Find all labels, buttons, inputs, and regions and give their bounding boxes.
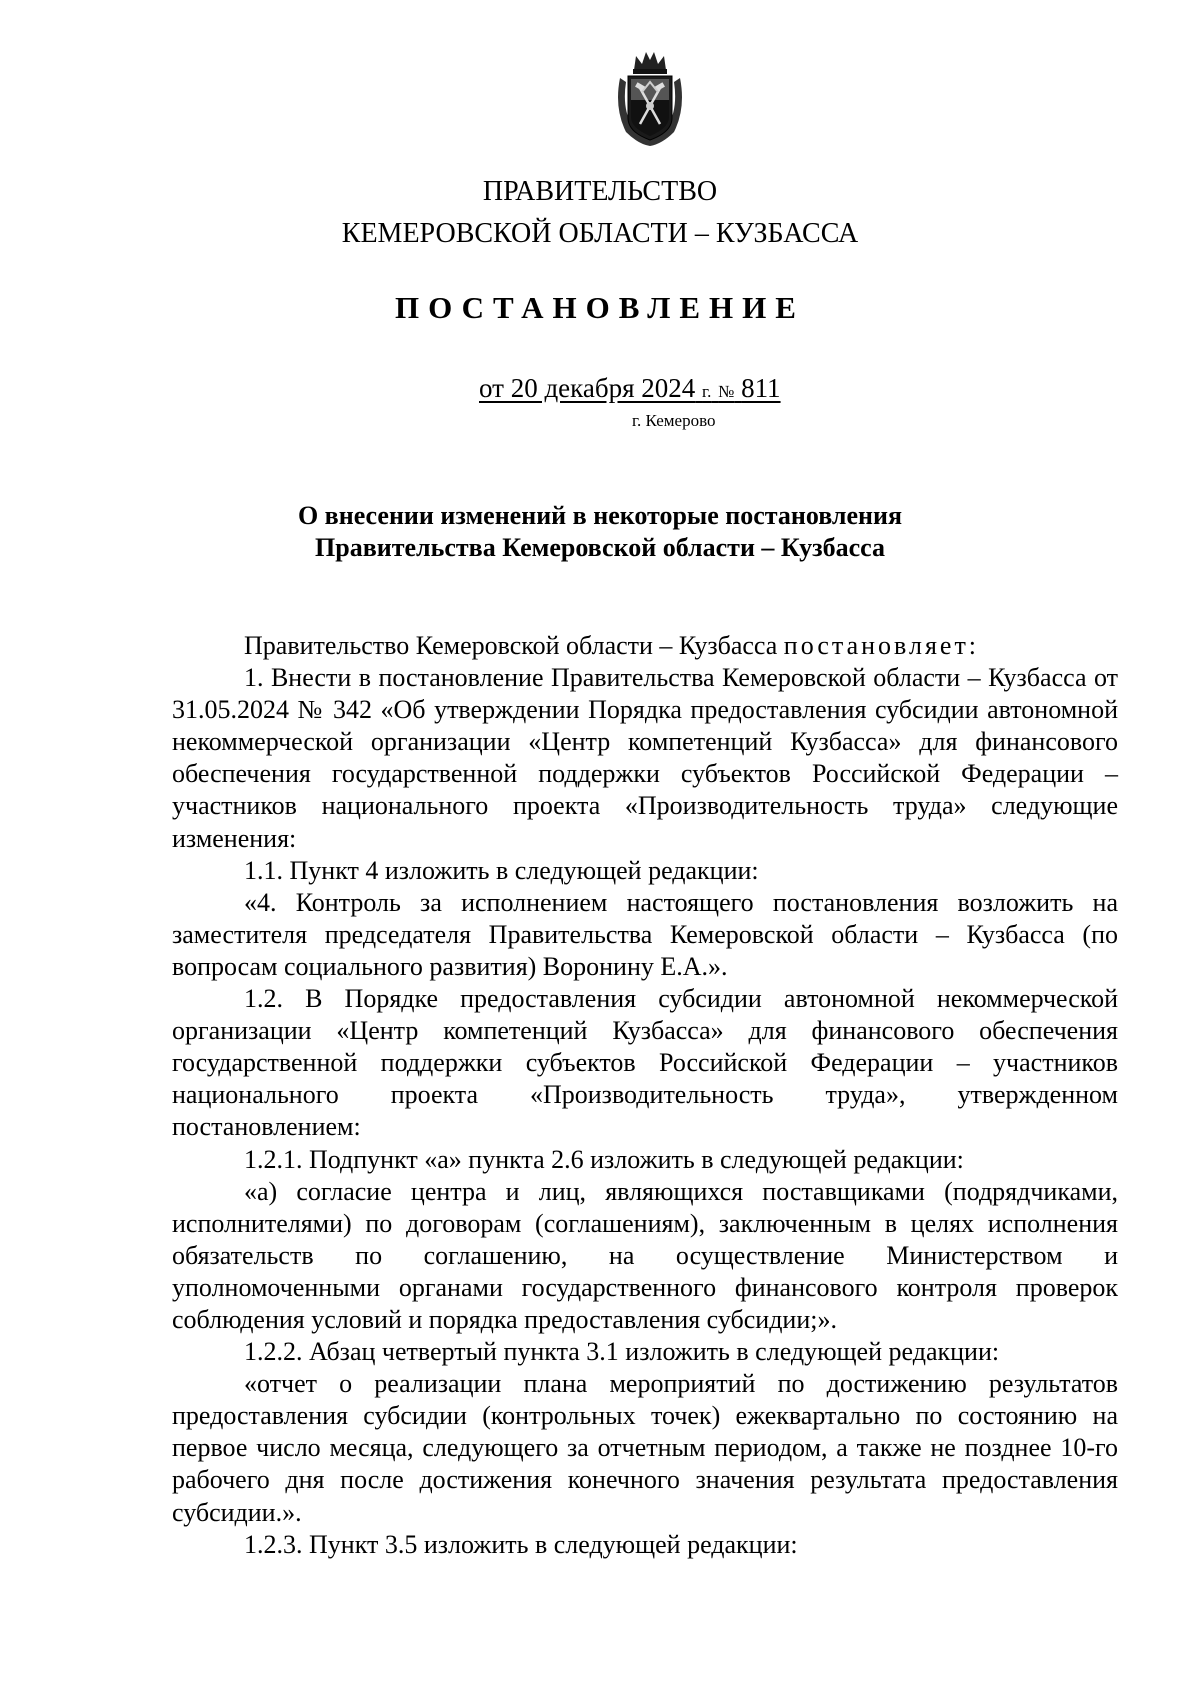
- subject-line-2: Правительства Кемеровской области – Кузбасса: [315, 533, 885, 562]
- document-type-title: ПОСТАНОВЛЕНИЕ: [395, 290, 805, 325]
- document-dateline: [479, 373, 781, 407]
- paragraph-1-2-3: 1.2.3. Пункт 3.5 изложить в следующей редакции:: [244, 1529, 798, 1559]
- document-city: г. Кемерово: [632, 411, 716, 430]
- org-name-line-1: ПРАВИТЕЛЬСТВО: [482, 176, 718, 207]
- subject-line-1: О внесении изменений в некоторые постановления: [297, 501, 903, 530]
- paragraph-1-2-1: 1.2.1. Подпункт «а» пункта 2.6 изложить в следующей редакции:: [244, 1144, 964, 1174]
- paragraph-1-1: 1.1. Пункт 4 изложить в следующей редакции:: [244, 855, 759, 885]
- paragraph-1: 1. Внести в постановление Правительства Кемеровской области – Кузбасса от 31.05.2024 № 342 «Об утверждении Порядка предоставления субсидии автономной некоммерческой организации «Центр компетенций Кузбасса» для финансового обеспечения государственной поддержки субъектов Российской Федерации – участников национального проекта «Производительность труда» следующие изменения:: [172, 663, 1118, 853]
- document-date: от 20 декабря 2024: [479, 373, 696, 403]
- document-number: 811: [741, 373, 781, 403]
- preamble-verb: постановляет:: [783, 631, 980, 660]
- paragraph-1-2-2-text: «отчет о реализации плана мероприятий по достижению результатов предоставления субсидии (контрольных точек) ежеквартально по состоянию на первое число месяца, следующего за отчетным периодом, а также не позднее 10-го рабочего дня после достижения конечного значения результата предоставления субсидии.».: [172, 1369, 1118, 1527]
- number-sign: №: [718, 382, 735, 401]
- paragraph-1-2-1-text: «а) согласие центра и лиц, являющихся поставщиками (подрядчиками, исполнителями) по договорам (соглашениям), заключенным в целях исполнения обязательств по соглашению, на осуществление Министерством и уполномоченными органами государственного финансового контроля проверок соблюдения условий и порядка предоставления субсидии;».: [172, 1176, 1118, 1334]
- document-body: [172, 630, 1118, 1561]
- year-suffix: г.: [702, 382, 712, 401]
- document-subject: [0, 500, 1200, 564]
- coat-of-arms-icon: [612, 48, 688, 148]
- preamble-paragraph: [172, 630, 1118, 662]
- paragraph-1-1-text: «4. Контроль за исполнением настоящего постановления возложить на заместителя председателя Правительства Кемеровской области – Кузбасса (по вопросам социального развития) Воронину Е.А.».: [172, 887, 1118, 981]
- preamble-text: Правительство Кемеровской области – Кузбасса: [244, 631, 778, 660]
- org-name-line-2: КЕМЕРОВСКОЙ ОБЛАСТИ – КУЗБАССА: [341, 218, 859, 249]
- paragraph-1-2-2: 1.2.2. Абзац четвертый пункта 3.1 изложить в следующей редакции:: [244, 1337, 1000, 1367]
- paragraph-1-2: 1.2. В Порядке предоставления субсидии автономной некоммерческой организации «Центр компетенций Кузбасса» для финансового обеспечения государственной поддержки субъектов Российской Федерации – участников национального проекта «Производительность труда», утвержденном постановлением:: [172, 984, 1118, 1142]
